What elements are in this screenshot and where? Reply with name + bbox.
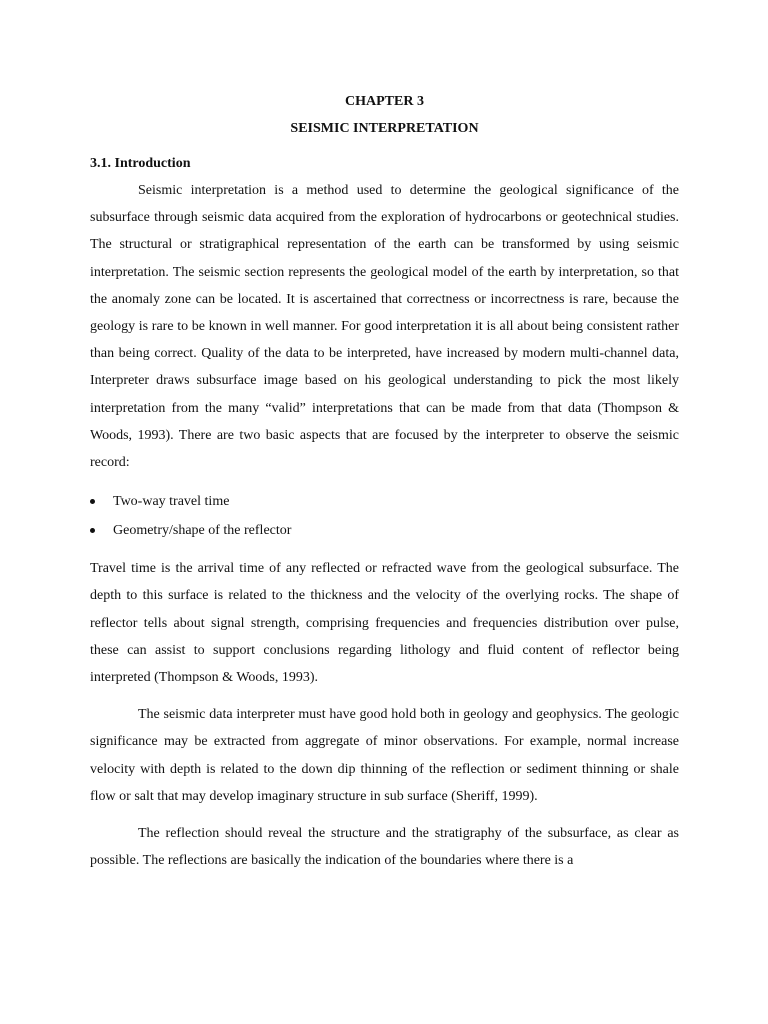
document-page [90, 88, 679, 874]
bullet-icon [90, 499, 95, 504]
chapter-number: CHAPTER 3 [345, 94, 424, 109]
chapter-title: SEISMIC INTERPRETATION [290, 121, 479, 136]
paragraph-reflection: The reflection should reveal the structure and the stratigraphy of the subsurface, as clear as possible. The reflections are basically the indication of the boundaries where there is a [90, 826, 679, 869]
list-item [90, 516, 679, 545]
bullet-list [90, 487, 679, 545]
paragraph-travel-time: Travel time is the arrival time of any reflected or refracted wave from the geological subsurface. The depth to this surface is related to the thickness and the velocity of the overlying rocks. The shape of reflector tells about signal strength, comprising frequencies and frequencies distribution over pulse, these can assist to support conclusions regarding lithology and fluid content of reflector being interpreted (Thompson & Woods, 1993). [90, 561, 679, 686]
list-item-text: Two-way travel time [113, 494, 230, 510]
paragraph-introduction: Seismic interpretation is a method used to determine the geological significance of the subsurface through seismic data acquired from the exploration of hydrocarbons or geotechnical studies. The structural or stratigraphical representation of the earth can be transformed by using seismic interpretation. The seismic section represents the geological model of the earth by interpretation, so that the anomaly zone can be located. It is ascertained that correctness or incorrectness is rare, because the geology is rare to be known in well manner. For good interpretation it is all about being consistent rather than being correct. Quality of the data to be interpreted, have increased by modern multi-channel data, Interpreter draws subsurface image based on his geological understanding to pick the most likely interpretation from the many “valid” interpretations that can be made from that data (Thompson & Woods, 1993). There are two basic aspects that are focused by the interpreter to observe the seismic record: [90, 183, 679, 471]
bullet-icon [90, 528, 95, 533]
paragraph-spacer [90, 810, 679, 820]
list-item-text: Geometry/shape of the reflector [113, 523, 292, 539]
list-item [90, 487, 679, 516]
paragraph-interpreter: The seismic data interpreter must have good hold both in geology and geophysics. The geologic significance may be extracted from aggregate of minor observations. For example, normal increase velocity with depth is related to the down dip thinning of the reflection or sediment thinning or shale flow or salt that may develop imaginary structure in sub surface (Sheriff, 1999). [90, 707, 679, 804]
paragraph-spacer [90, 691, 679, 701]
section-heading: 3.1. Introduction [90, 156, 191, 171]
